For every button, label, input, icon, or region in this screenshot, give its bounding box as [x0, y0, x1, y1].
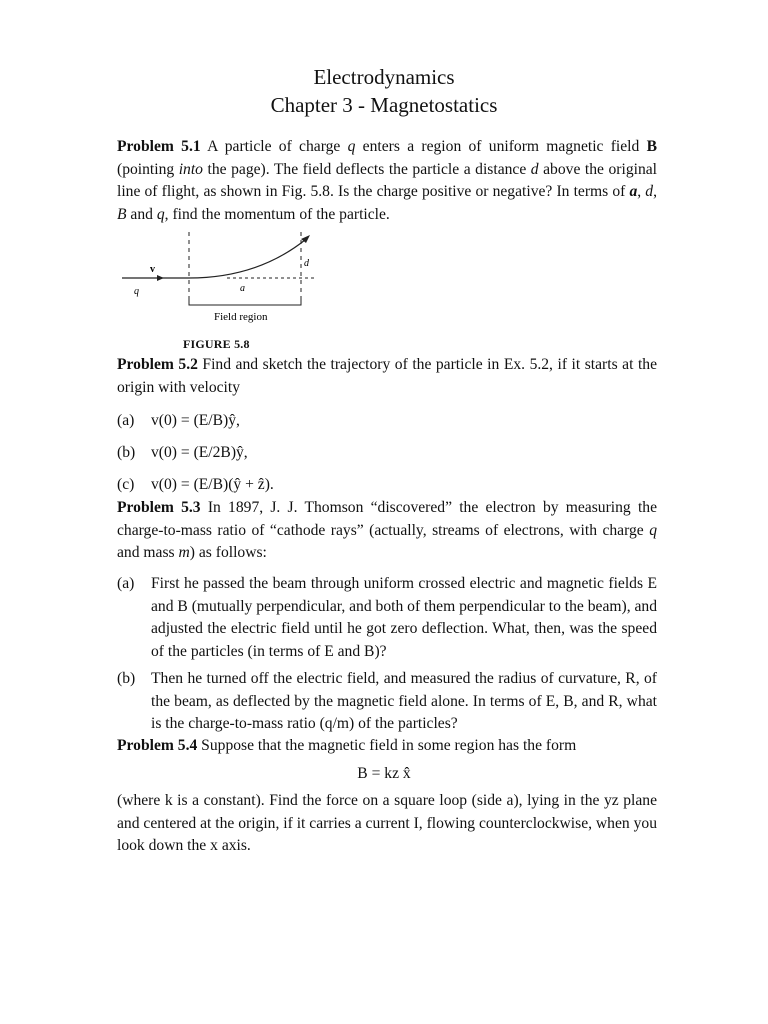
equation: B = kz x̂ — [357, 765, 411, 782]
velocity-arrow-icon — [157, 275, 164, 281]
field-region-bracket — [189, 300, 301, 305]
document-title: Electrodynamics — [313, 65, 455, 89]
problem-label: Problem 5.1 — [117, 138, 201, 155]
problem-label: Problem 5.3 — [117, 499, 201, 516]
distance-d-label: d — [304, 258, 309, 269]
charge-label: q — [134, 286, 139, 297]
problem-5-3: Problem 5.3 In 1897, J. J. Thomson “discovered” the electron by measuring the charge-to-mass ratio of “cathode rays” (actually, streams of electrons, with charge q and mass m) as follows: — [117, 499, 657, 561]
figure-caption: FIGURE 5.8 — [183, 337, 250, 351]
problem-5-4: Problem 5.4 Suppose that the magnetic field in some region has the form — [117, 737, 577, 754]
distance-a-label: a — [240, 283, 245, 294]
problem-5-4-body: (where k is a constant). Find the force on a square loop (side a), lying in the yz plane and centered at the origin, if it carries a current I, flowing counterclockwise, when you look down the x axis. — [117, 792, 657, 854]
problem-5-2: Problem 5.2 Find and sketch the trajectory of the particle in Ex. 5.2, if it starts at the origin with velocity — [117, 356, 657, 396]
velocity-label: v — [150, 264, 155, 275]
problem-5-1: Problem 5.1 A particle of charge q enters a region of uniform magnetic field B (pointing into the page). The field deflects the particle a distance d above the original line of flight, as shown in Fig. 5.8. Is the charge positive or negative? In terms of a, d, B and q, find the momentum of the particle. — [117, 138, 657, 223]
document-page: Electrodynamics Chapter 3 - Magnetostatics Problem 5.1 A particle of charge q enters a region of uniform magnetic field B (pointing into the page). The field deflects the particle a distance d above the original line of flight, as shown in Fig. 5.8. Is the charge positive or negative? In terms of a, d, B and q, find the momentum of the particle. v q a d Field region FIGURE 5.8 Problem 5.2 Find and sketch the trajectory of the particle in Ex. 5.2, if it starts at the origin with velocity (a) v(0) = (E/B)ŷ, (b) v(0) = (E/2B)ŷ, (c) v(0) = (E/B)(ŷ + ẑ). Problem 5.3 In 1897, J. J. Thomson “discovered” the electron by measuring the charge-to-mass ratio of “cathode rays” (actually, streams of electrons, with charge q and mass m) as follows: (a) First he passed the beam through uniform crossed electric and magnetic fields E and B (mutually perpendicular, and both of them perpendicular to the beam), and adjusted the electric field until he got zero deflection. What, then, was the speed of the particles (in terms of E and B)? (b) Then he turned off the electric field, and measured the radius of curvature, R, of the beam, as deflected by the magnetic field alone. In terms of E, B, and R, what is the charge-to-mass ratio (q/m) of the particles? Problem 5.4 Suppose that the magnetic field in some region has the form B = kz x̂ (where k is a constant). Find the force on a square loop (side a), lying in the yz plane and centered at the origin, if it carries a current I, flowing counterclockwise, when you look down the x axis. — [0, 0, 768, 1024]
chapter-title: Chapter 3 - Magnetostatics — [270, 93, 498, 117]
problem-label: Problem 5.4 — [117, 737, 198, 754]
problem-label: Problem 5.2 — [117, 356, 198, 373]
figure-5-8 — [117, 228, 327, 328]
field-region-label: Field region — [214, 311, 268, 323]
deflected-path — [189, 240, 305, 278]
